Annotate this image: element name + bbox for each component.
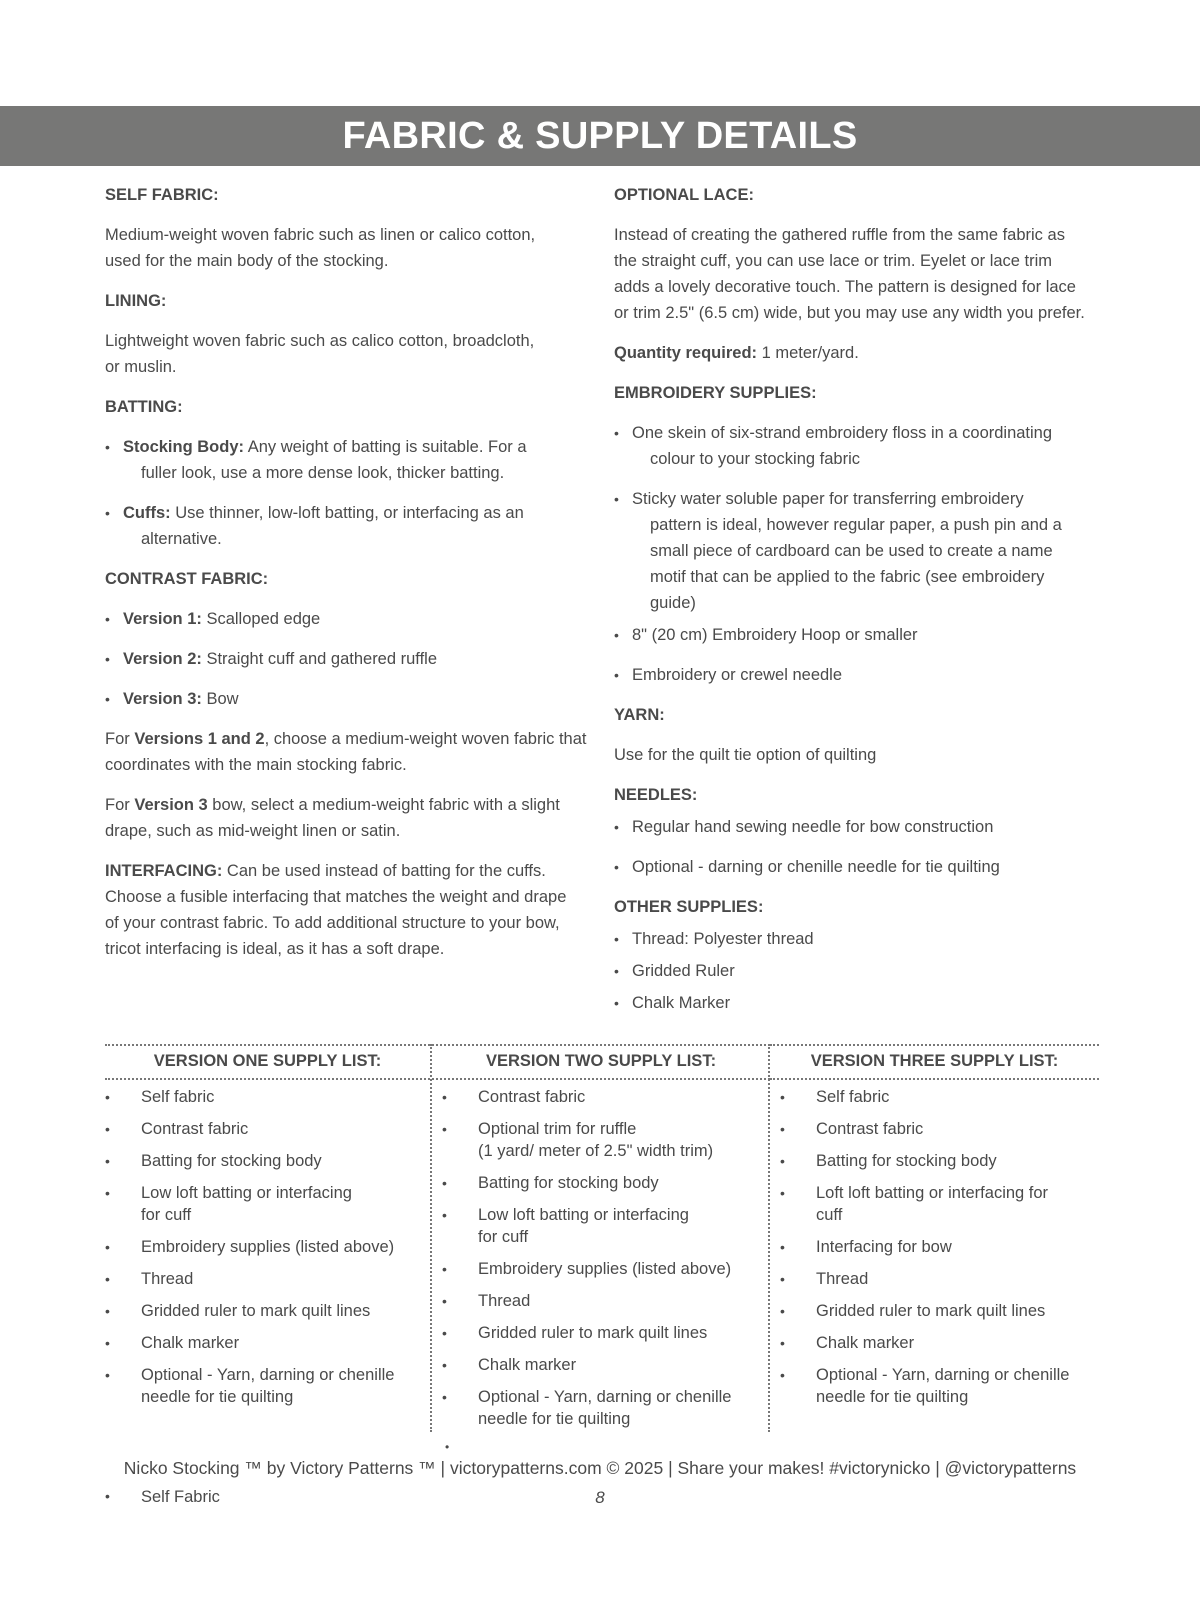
list-item-text: Chalk marker xyxy=(478,1356,577,1374)
lace-line-2: the straight cuff, you can use lace or trim. Eyelet or lace trim xyxy=(614,252,1053,270)
text: Can be used instead of batting for the cuffs. xyxy=(222,862,546,880)
list-item xyxy=(780,1182,1049,1204)
list-item-text: Interfacing for bow xyxy=(816,1238,952,1256)
bullet: • xyxy=(780,1303,785,1319)
bullet: • xyxy=(614,491,619,507)
bullet: • xyxy=(105,651,110,667)
bullet-text: Optional - darning or chenille needle for tie quilting xyxy=(632,858,1000,876)
list-item-text: Contrast fabric xyxy=(478,1088,586,1106)
embroidery-item-paper-cont-2: small piece of cardboard can be used to create a name xyxy=(650,542,1053,560)
list-item xyxy=(442,1118,637,1140)
list-item-text: Thread xyxy=(141,1270,194,1288)
list-item-text: Self fabric xyxy=(141,1088,215,1106)
other-item-thread xyxy=(614,926,814,953)
list-item xyxy=(105,1364,395,1386)
list-item-text: Optional - Yarn, darning or chenille xyxy=(141,1366,395,1384)
lace-line-1: Instead of creating the gathered ruffle from the same fabric as xyxy=(614,226,1065,244)
bullet: • xyxy=(442,1261,447,1277)
needles-heading: NEEDLES: xyxy=(614,786,698,804)
contrast-item-version-2 xyxy=(105,646,437,673)
embroidery-item-paper-cont-3: motif that can be applied to the fabric (see embroidery xyxy=(650,568,1045,586)
contrast-item-version-3 xyxy=(105,686,239,713)
version-one-heading: VERSION ONE SUPPLY LIST: xyxy=(105,1044,430,1080)
footer-credits: Nicko Stocking ™ by Victory Patterns ™ | victorypatterns.com © 2025 | Share your makes! #victorynicko | @victorypatterns xyxy=(123,1458,1077,1478)
list-item-cont: (1 yard/ meter of 2.5" width trim) xyxy=(478,1142,714,1160)
bullet: • xyxy=(105,439,110,455)
contrast-paragraph-1-cont: coordinates with the main stocking fabric. xyxy=(105,756,407,774)
bullet: • xyxy=(105,1239,110,1255)
list-item-text: Optional - Yarn, darning or chenille xyxy=(816,1366,1070,1384)
list-item-cont: needle for tie quilting xyxy=(478,1410,631,1428)
bullet: • xyxy=(105,1121,110,1137)
bullet: • xyxy=(780,1153,785,1169)
page-number: 8 xyxy=(595,1488,605,1507)
interfacing-line-4: tricot interfacing is ideal, as it has a soft drape. xyxy=(105,940,445,958)
self-fabric-line-2: used for the main body of the stocking. xyxy=(105,252,389,270)
bullet: • xyxy=(780,1121,785,1137)
bullet: • xyxy=(442,1175,447,1191)
bullet: • xyxy=(780,1367,785,1383)
list-item-text: Gridded ruler to mark quilt lines xyxy=(141,1302,371,1320)
embroidery-item-floss-cont: colour to your stocking fabric xyxy=(650,450,861,468)
list-item-text: Optional trim for ruffle xyxy=(478,1120,637,1138)
contrast-item-version-1 xyxy=(105,606,320,633)
bullet: • xyxy=(780,1089,785,1105)
contrast-paragraph-2-cont: drape, such as mid-weight linen or satin. xyxy=(105,822,401,840)
version-three-heading: VERSION THREE SUPPLY LIST: xyxy=(770,1044,1099,1080)
batting-item-cuffs xyxy=(105,500,524,527)
contrast-paragraph-2 xyxy=(105,792,560,819)
batting-item-stocking-body-cont: fuller look, use a more dense look, thicker batting. xyxy=(141,464,505,482)
list-item-text: Contrast fabric xyxy=(816,1120,924,1138)
text: , choose a medium-weight woven fabric that xyxy=(264,730,587,748)
list-item xyxy=(780,1364,1070,1386)
list-item-cont: cuff xyxy=(816,1206,843,1224)
text: For xyxy=(105,730,135,748)
list-item-text: Thread xyxy=(816,1270,869,1288)
other-item-chalk xyxy=(614,990,730,1017)
list-item xyxy=(780,1086,890,1108)
bullet: • xyxy=(105,505,110,521)
list-item xyxy=(105,1268,194,1290)
list-item xyxy=(780,1268,869,1290)
list-item-text: Optional - Yarn, darning or chenille xyxy=(478,1388,732,1406)
bullet-text: Gridded Ruler xyxy=(632,962,735,980)
bullet: • xyxy=(105,1153,110,1169)
version-two-heading: VERSION TWO SUPPLY LIST: xyxy=(432,1044,770,1080)
list-item xyxy=(442,1204,689,1226)
lace-quantity xyxy=(614,340,859,367)
bullet: • xyxy=(105,1185,110,1201)
list-item-text: Embroidery supplies (listed above) xyxy=(141,1238,395,1256)
bullet-text: Regular hand sewing needle for bow construction xyxy=(632,818,994,836)
bullet-text: Thread: Polyester thread xyxy=(632,930,814,948)
list-item-text: Gridded ruler to mark quilt lines xyxy=(816,1302,1046,1320)
bullet: • xyxy=(105,691,110,707)
lace-line-3: adds a lovely decorative touch. The pattern is designed for lace xyxy=(614,278,1076,296)
list-item-text: Batting for stocking body xyxy=(141,1152,322,1170)
bullet: • xyxy=(105,1335,110,1351)
embroidery-item-hoop xyxy=(614,622,918,649)
embroidery-item-floss xyxy=(614,420,1052,447)
list-item-text: Loft loft batting or interfacing for xyxy=(816,1184,1049,1202)
stray-bullet: • xyxy=(445,1440,450,1454)
text: For xyxy=(105,796,135,814)
bullet: • xyxy=(105,1303,110,1319)
list-item-text: Embroidery supplies (listed above) xyxy=(478,1260,732,1278)
bullet: • xyxy=(780,1239,785,1255)
lace-line-4: or trim 2.5" (6.5 cm) wide, but you may use any width you prefer. xyxy=(614,304,1085,322)
list-item xyxy=(780,1118,924,1140)
bullet-label: Cuffs: xyxy=(123,504,171,522)
list-item-cont: for cuff xyxy=(141,1206,192,1224)
list-item xyxy=(442,1086,586,1108)
list-item-cont: needle for tie quilting xyxy=(141,1388,294,1406)
bullet: • xyxy=(780,1335,785,1351)
bullet-text: Use thinner, low-loft batting, or interfacing as an xyxy=(170,504,524,522)
bullet-text: Any weight of batting is suitable. For a xyxy=(244,438,527,456)
list-item-text: Batting for stocking body xyxy=(816,1152,997,1170)
list-item xyxy=(105,1182,352,1204)
needles-item-darning xyxy=(614,854,1000,881)
lining-heading: LINING: xyxy=(105,292,167,310)
self-fabric-line-1: Medium-weight woven fabric such as linen or calico cotton, xyxy=(105,226,536,244)
bullet: • xyxy=(105,1367,110,1383)
interfacing-line-1 xyxy=(105,858,546,885)
bullet: • xyxy=(780,1271,785,1287)
bullet-text: Chalk Marker xyxy=(632,994,731,1012)
text: bow, select a medium-weight fabric with a slight xyxy=(207,796,560,814)
bullet-label: Stocking Body: xyxy=(123,438,245,456)
bullet-text: Straight cuff and gathered ruffle xyxy=(201,650,438,668)
list-item xyxy=(442,1258,732,1280)
list-item xyxy=(442,1322,708,1344)
bullet: • xyxy=(105,1488,110,1504)
quantity-value: 1 meter/yard. xyxy=(757,344,859,362)
other-supplies-heading: OTHER SUPPLIES: xyxy=(614,898,764,916)
bullet: • xyxy=(105,1089,110,1105)
bullet: • xyxy=(442,1389,447,1405)
list-item xyxy=(780,1236,952,1258)
version-one-column xyxy=(105,1044,430,1432)
yarn-text: Use for the quilt tie option of quilting xyxy=(614,746,877,764)
list-item-text: Self Fabric xyxy=(141,1488,220,1506)
bullet: • xyxy=(614,627,619,643)
list-item xyxy=(105,1300,371,1322)
embroidery-heading: EMBROIDERY SUPPLIES: xyxy=(614,384,817,402)
lace-heading: OPTIONAL LACE: xyxy=(614,186,754,204)
list-item-text: Low loft batting or interfacing xyxy=(141,1184,352,1202)
bullet: • xyxy=(105,611,110,627)
bullet-text: Sticky water soluble paper for transferring embroidery xyxy=(632,490,1024,508)
bullet: • xyxy=(442,1121,447,1137)
list-item-text: Gridded ruler to mark quilt lines xyxy=(478,1324,708,1342)
list-item-text: Thread xyxy=(478,1292,531,1310)
bullet-label: Version 3: xyxy=(123,690,202,708)
embroidery-item-paper-cont-1: pattern is ideal, however regular paper, a push pin and a xyxy=(650,516,1062,534)
bullet: • xyxy=(442,1357,447,1373)
bullet: • xyxy=(105,1271,110,1287)
bullet-text: Scalloped edge xyxy=(201,610,321,628)
page-title: FABRIC & SUPPLY DETAILS xyxy=(342,115,858,157)
bullet: • xyxy=(614,425,619,441)
list-item xyxy=(105,1118,249,1140)
bullet: • xyxy=(614,995,619,1011)
list-item-text: Chalk marker xyxy=(141,1334,240,1352)
bullet: • xyxy=(614,859,619,875)
quantity-label: Quantity required: xyxy=(614,344,758,362)
interfacing-line-2: Choose a fusible interfacing that matches the weight and drape xyxy=(105,888,567,906)
yarn-heading: YARN: xyxy=(614,706,665,724)
list-item-cont: for cuff xyxy=(478,1228,529,1246)
bullet: • xyxy=(442,1293,447,1309)
embroidery-item-needle xyxy=(614,662,842,689)
bullet-text: Bow xyxy=(201,690,239,708)
list-item xyxy=(105,1236,395,1258)
embroidery-item-paper xyxy=(614,486,1024,513)
bullet: • xyxy=(614,667,619,683)
bullet: • xyxy=(614,819,619,835)
list-item-text: Chalk marker xyxy=(816,1334,915,1352)
version-two-column xyxy=(430,1044,770,1432)
lining-line-1: Lightweight woven fabric such as calico cotton, broadcloth, xyxy=(105,332,535,350)
bullet-label: Version 2: xyxy=(123,650,202,668)
bullet: • xyxy=(442,1207,447,1223)
list-item xyxy=(780,1150,997,1172)
interfacing-line-3: of your contrast fabric. To add additional structure to your bow, xyxy=(105,914,560,932)
bullet-text: One skein of six-strand embroidery floss in a coordinating xyxy=(632,424,1053,442)
list-item xyxy=(105,1150,322,1172)
lining-line-2: or muslin. xyxy=(105,358,177,376)
list-item xyxy=(105,1332,240,1354)
contrast-paragraph-1 xyxy=(105,726,587,753)
list-item xyxy=(442,1354,577,1376)
batting-heading: BATTING: xyxy=(105,398,183,416)
other-item-ruler xyxy=(614,958,735,985)
bullet: • xyxy=(780,1185,785,1201)
list-item xyxy=(442,1172,659,1194)
bullet: • xyxy=(614,931,619,947)
bullet: • xyxy=(442,1325,447,1341)
list-item-text: Contrast fabric xyxy=(141,1120,249,1138)
text-bold: Version 3 xyxy=(134,796,208,814)
batting-item-cuffs-cont: alternative. xyxy=(141,530,222,548)
bullet: • xyxy=(614,963,619,979)
batting-item-stocking-body xyxy=(105,434,527,461)
text-bold: Versions 1 and 2 xyxy=(134,730,265,748)
bullet-text: 8" (20 cm) Embroidery Hoop or smaller xyxy=(632,626,918,644)
bullet-text: Embroidery or crewel needle xyxy=(632,666,843,684)
list-item xyxy=(442,1386,732,1408)
supply-lists-table xyxy=(105,1044,1097,1432)
interfacing-heading: INTERFACING: xyxy=(105,862,223,880)
version-three-column xyxy=(768,1044,1099,1432)
needles-item-hand-sewing xyxy=(614,814,993,841)
list-item xyxy=(780,1300,1046,1322)
list-item-text: Low loft batting or interfacing xyxy=(478,1206,689,1224)
list-item-cont: needle for tie quilting xyxy=(816,1388,969,1406)
contrast-heading: CONTRAST FABRIC: xyxy=(105,570,269,588)
bullet: • xyxy=(442,1089,447,1105)
self-fabric-heading: SELF FABRIC: xyxy=(105,186,219,204)
embroidery-item-paper-cont-4: guide) xyxy=(650,594,696,612)
list-item xyxy=(105,1086,215,1108)
page-title-banner xyxy=(0,106,1200,166)
list-item xyxy=(442,1290,531,1312)
list-item-text: Batting for stocking body xyxy=(478,1174,659,1192)
list-item-text: Self fabric xyxy=(816,1088,890,1106)
list-item xyxy=(780,1332,915,1354)
bullet-label: Version 1: xyxy=(123,610,202,628)
